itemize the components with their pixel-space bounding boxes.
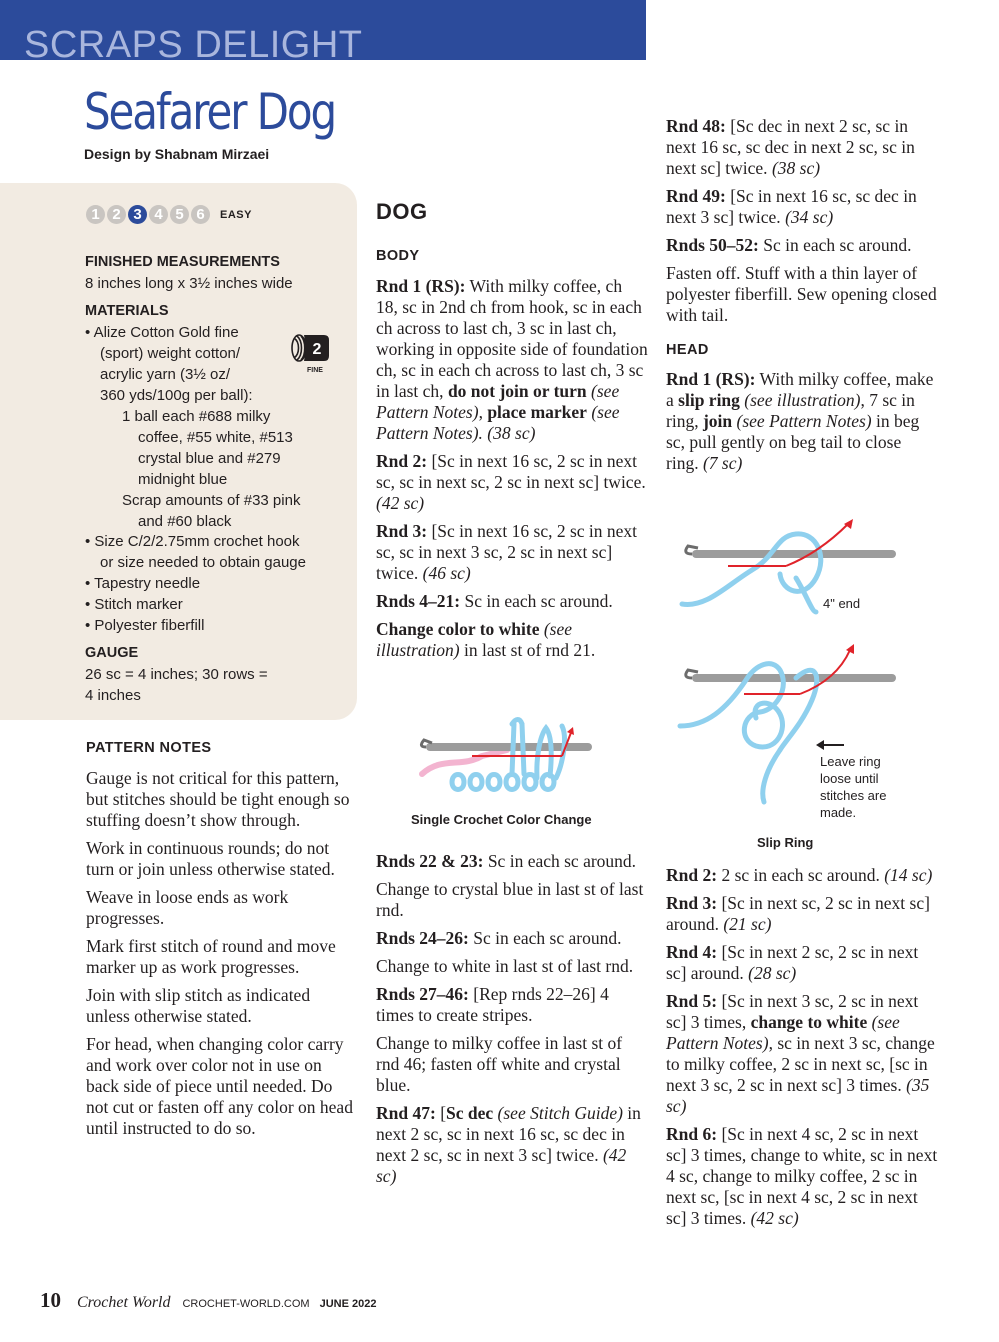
rnd-50-52: Rnds 50–52: Sc in each sc around. xyxy=(666,235,912,255)
skill-level-1: 1 xyxy=(86,205,105,224)
rnd-49: Rnd 49: [Sc in next 16 sc, sc dec in next 3 sc] twice. (34 sc) xyxy=(666,186,917,227)
rnd-27-46: Rnds 27–46: [Rep rnds 22–26] 4 times to create stripes. xyxy=(376,984,609,1025)
note-paragraph: Join with slip stitch as indicated unless otherwise stated. xyxy=(86,985,311,1026)
material-line: 360 yds/100g per ball): xyxy=(100,387,253,404)
material-line: • Tapestry needle xyxy=(85,575,201,592)
gauge-heading: GAUGE xyxy=(85,645,139,661)
head-instructions xyxy=(666,865,938,1236)
note-paragraph: For head, when changing color carry and work over color not in use on back side of piece until needed. Do not cut or fasten off any color on head until instructed to do so. xyxy=(86,1034,353,1138)
note-paragraph: Weave in loose ends as work progresses. xyxy=(86,887,289,928)
rnd-1: Rnd 1 (RS): With milky coffee, ch 18, sc in 2nd ch from hook, sc in each ch across to last ch, 3 sc in last ch, working in opposite side of foundation ch, sc in each ch across to last ch, 3 sc in last ch, do not join or turn (see Pattern Notes), place marker (see Pattern Notes). (38 sc) xyxy=(376,276,648,443)
note-paragraph: Mark first stitch of round and move marker up as work progresses. xyxy=(86,936,336,977)
finished-heading: FINISHED MEASUREMENTS xyxy=(85,254,280,270)
body-heading: BODY xyxy=(376,248,420,264)
change-coffee: Change to milky coffee in last st of rnd 46; fasten off white and crystal blue. xyxy=(376,1033,623,1095)
yarn-weight-number: 2 xyxy=(312,341,322,358)
skill-level-3: 3 xyxy=(128,205,147,224)
head-rnd-2: Rnd 2: 2 sc in each sc around. (14 sc) xyxy=(666,865,933,885)
page-title: Seafarer Dog xyxy=(84,83,336,141)
pattern-notes xyxy=(86,768,358,1146)
material-line: coffee, #55 white, #513 xyxy=(138,429,293,446)
rnd-22-23: Rnds 22 & 23: Sc in each sc around. xyxy=(376,851,637,871)
head-rnd-5: Rnd 5: [Sc in next 3 sc, 2 sc in next sc] 3 times, change to white (see Pattern Notes), sc in next 3 sc, change to milky coffee, 2 sc in next sc, [sc in next 3 sc, 2 sc in next sc] 3 times. (35 sc) xyxy=(666,991,935,1116)
body-instructions-bottom xyxy=(376,851,648,1194)
illustration-label-ring: Leave ring loose until stitches are made. xyxy=(820,754,887,820)
head-heading: HEAD xyxy=(666,342,709,358)
yarn-weight-icon xyxy=(288,328,334,374)
magazine-name: Crochet World xyxy=(77,1294,171,1311)
rnd-3: Rnd 3: [Sc in next 16 sc, 2 sc in next sc, sc in next 3 sc, 2 sc in next sc] twice. (46 sc) xyxy=(376,521,638,583)
skill-level-6: 6 xyxy=(191,205,210,224)
material-line: midnight blue xyxy=(138,471,228,488)
material-line: • Size C/2/2.75mm crochet hook xyxy=(85,533,300,550)
change-blue: Change to crystal blue in last st of last rnd. xyxy=(376,879,644,920)
issue-date: JUNE 2022 xyxy=(319,1298,377,1310)
material-line: • Stitch marker xyxy=(85,596,183,613)
color-change-illustration xyxy=(412,716,602,806)
material-line: acrylic yarn (3½ oz/ xyxy=(100,366,231,383)
illustration-label-end: 4" end xyxy=(823,596,861,611)
head-rnd-3: Rnd 3: [Sc in next sc, 2 sc in next sc] around. (21 sc) xyxy=(666,893,930,934)
material-line: • Polyester fiberfill xyxy=(85,617,205,634)
magazine-url: CROCHET-WORLD.COM xyxy=(182,1298,310,1310)
body-instructions-end xyxy=(666,116,938,481)
gauge-line: 26 sc = 4 inches; 30 rows = xyxy=(85,666,268,683)
material-line: and #60 black xyxy=(138,513,232,530)
finished-text: 8 inches long x 3½ inches wide xyxy=(85,275,293,292)
rnd-2: Rnd 2: [Sc in next 16 sc, 2 sc in next sc, sc in next sc, 2 sc in next sc] twice. (42 sc) xyxy=(376,451,646,513)
material-line: Scrap amounts of #33 pink xyxy=(122,492,301,509)
material-line: or size needed to obtain gauge xyxy=(100,554,306,571)
banner-text: SCRAPS DELIGHT xyxy=(24,24,363,66)
skill-level xyxy=(86,205,252,224)
body-instructions-top xyxy=(376,276,648,668)
skill-level-5: 5 xyxy=(170,205,189,224)
yarn-weight-label: FINE xyxy=(307,367,323,374)
material-line: • Alize Cotton Gold fine xyxy=(85,324,239,341)
skill-label: EASY xyxy=(220,208,252,221)
material-line: 1 ball each #688 milky xyxy=(122,408,271,425)
head-rnd-1: Rnd 1 (RS): With milky coffee, make a slip ring (see illustration), 7 sc in ring, join (see Pattern Notes) in beg sc, pull gently on beg tail to close ring. (7 sc) xyxy=(666,369,934,473)
pattern-notes-heading: PATTERN NOTES xyxy=(86,740,212,756)
illustration-caption: Slip Ring xyxy=(757,835,814,850)
rnd-4-21: Rnds 4–21: Sc in each sc around. xyxy=(376,591,613,611)
head-rnd-4: Rnd 4: [Sc in next 2 sc, 2 sc in next sc] around. (28 sc) xyxy=(666,942,919,983)
skill-level-4: 4 xyxy=(149,205,168,224)
rnd-label: Rnd 1 (RS): xyxy=(376,276,466,296)
dog-heading: DOG xyxy=(376,199,428,224)
section-banner xyxy=(0,0,646,66)
change-white-2: Change to white in last st of last rnd. xyxy=(376,956,634,976)
materials-heading: MATERIALS xyxy=(85,303,169,319)
fasten-off: Fasten off. Stuff with a thin layer of polyester fiberfill. Sew opening closed with tail. xyxy=(666,263,937,325)
byline: Design by Shabnam Mirzaei xyxy=(84,146,270,162)
rnd-47: Rnd 47: [Sc dec (see Stitch Guide) in next 2 sc, sc in next 16 sc, sc dec in next 2 sc, sc in next 3 sc] twice. (42 sc) xyxy=(376,1103,641,1186)
rnd-24-26: Rnds 24–26: Sc in each sc around. xyxy=(376,928,622,948)
material-line: (sport) weight cotton/ xyxy=(100,345,241,362)
material-line: crystal blue and #279 xyxy=(138,450,281,467)
head-rnd-6: Rnd 6: [Sc in next 4 sc, 2 sc in next sc] 3 times, change to white, sc in next 4 sc, change to milky coffee, 2 sc in next sc, [sc in next 4 sc, 2 sc in next sc] 3 times. (42 sc) xyxy=(666,1124,938,1228)
rnd-48: Rnd 48: [Sc dec in next 2 sc, sc in next 16 sc, sc dec in next 2 sc, sc in next sc] twice. (38 sc) xyxy=(666,116,915,178)
illustration-caption: Single Crochet Color Change xyxy=(411,812,592,827)
skill-level-2: 2 xyxy=(107,205,126,224)
page-footer xyxy=(40,1288,376,1313)
note-paragraph: Gauge is not critical for this pattern, but stitches should be tight enough so stuffing doesn’t show through. xyxy=(86,768,350,830)
change-white: Change color to white (see illustration) in last st of rnd 21. xyxy=(376,619,596,660)
note-paragraph: Work in continuous rounds; do not turn or join unless otherwise stated. xyxy=(86,838,335,879)
page-number: 10 xyxy=(40,1288,61,1312)
slip-ring-illustration-top xyxy=(676,516,900,616)
gauge-line: 4 inches xyxy=(85,687,141,704)
